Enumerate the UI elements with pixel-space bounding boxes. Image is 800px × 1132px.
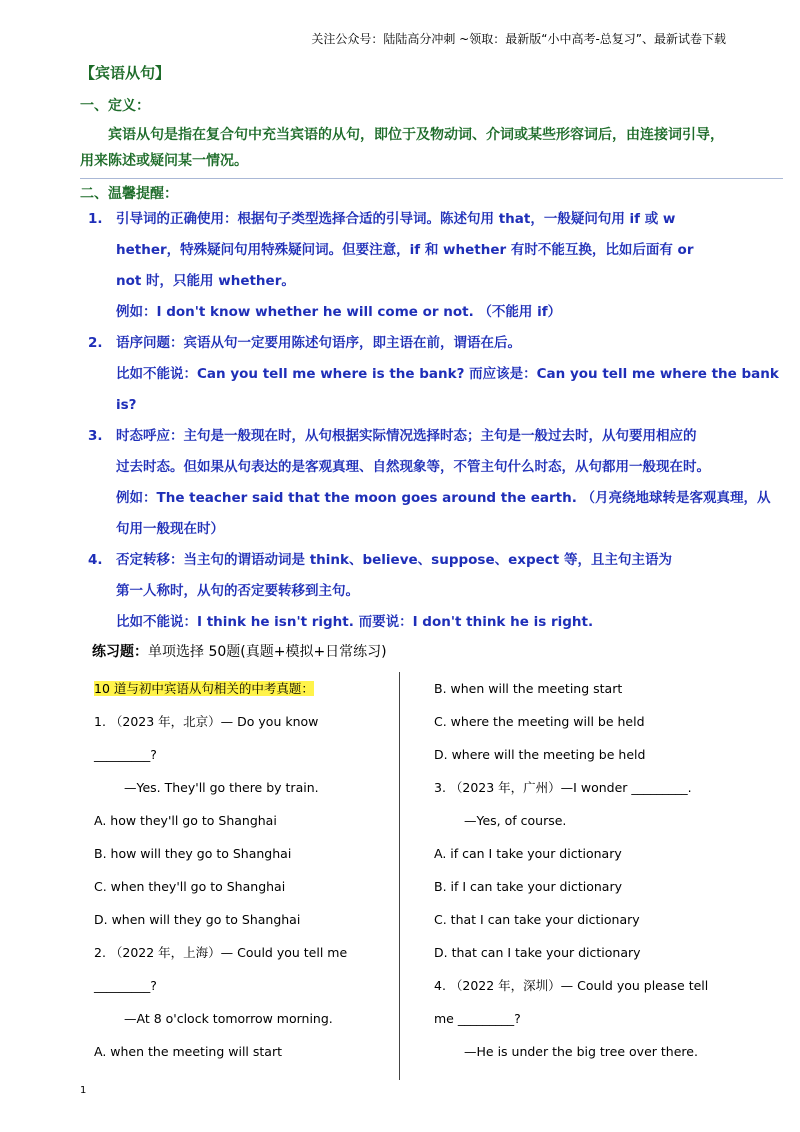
tip-number: 2. xyxy=(88,335,103,351)
answer-line: —Yes. They'll go there by train. xyxy=(124,780,319,795)
tip-line: 句用一般现在时） xyxy=(116,521,224,537)
option: D. when will they go to Shanghai xyxy=(94,912,301,927)
tip-line: not 时，只能用 whether。 xyxy=(116,273,295,289)
tip-number: 4. xyxy=(88,552,103,568)
tip-item-2 xyxy=(116,328,779,421)
tip-item-3 xyxy=(116,421,771,545)
tip-line: 比如不能说：Can you tell me where is the bank? 而应该是：Can you tell me where the bank xyxy=(116,366,779,382)
tip-line: 过去时态。但如果从句表达的是客观真理、自然现象等，不管主句什么时态，从句都用一般现在时。 xyxy=(116,459,710,475)
right-column xyxy=(434,672,734,1068)
doc-title: 【宾语从句】 xyxy=(80,64,171,82)
practice-label: 练习题： xyxy=(92,644,148,660)
tip-line: 时态呼应：主句是一般现在时，从句根据实际情况选择时态；主句是一般过去时，从句要用相应的 xyxy=(116,428,697,444)
intro-line xyxy=(94,672,386,705)
practice-heading xyxy=(92,641,387,661)
option: A. when the meeting will start xyxy=(94,1044,282,1059)
tip-number: 3. xyxy=(88,428,103,444)
left-column xyxy=(94,672,386,1068)
highlighted-intro: 10 道与初中宾语从句相关的中考真题： xyxy=(94,681,314,696)
option: B. when will the meeting start xyxy=(434,681,623,696)
answer-line: —He is under the big tree over there. xyxy=(464,1044,698,1059)
tip-item-1 xyxy=(116,204,726,328)
tip-line: 例如：The teacher said that the moon goes around the earth. （月亮绕地球转是客观真理，从 xyxy=(116,490,771,506)
tip-line: 例如：I don't know whether he will come or not. （不能用 if） xyxy=(116,304,562,320)
question-2: 2. （2022 年，上海）— Could you tell me xyxy=(94,945,348,960)
section2-heading: 二、温馨提醒： xyxy=(80,186,178,202)
tip-line: is? xyxy=(116,397,137,413)
answer-line: —At 8 o'clock tomorrow morning. xyxy=(124,1011,333,1026)
page-header: 关注公众号：陆陆高分冲刺 ~领取：最新版“小中高考-总复习”、最新试卷下载 xyxy=(311,32,726,46)
practice-subtitle: 单项选择 50题(真题+模拟+日常练习) xyxy=(148,644,387,660)
option: C. when they'll go to Shanghai xyxy=(94,879,286,894)
answer-line: —Yes, of course. xyxy=(464,813,567,828)
option: C. that I can take your dictionary xyxy=(434,912,640,927)
section-divider xyxy=(80,178,783,179)
option: A. how they'll go to Shanghai xyxy=(94,813,277,828)
tip-line: 引导词的正确使用：根据句子类型选择合适的引导词。陈述句用 that，一般疑问句用 if 或 w xyxy=(116,211,676,227)
option: B. if I can take your dictionary xyxy=(434,879,622,894)
option: B. how will they go to Shanghai xyxy=(94,846,292,861)
tip-item-4 xyxy=(116,545,726,638)
blank-line: me _________? xyxy=(434,1011,521,1026)
tip-line: 比如不能说：I think he isn't right. 而要说：I don't think he is right. xyxy=(116,614,594,630)
question-3: 3. （2023 年，广州）—I wonder _________. xyxy=(434,780,692,795)
tip-line: 第一人称时，从句的否定要转移到主句。 xyxy=(116,583,359,599)
question-4: 4. （2022 年，深圳）— Could you please tell xyxy=(434,978,709,993)
blank-line: _________? xyxy=(94,747,157,762)
option: C. where the meeting will be held xyxy=(434,714,645,729)
blank-line: _________? xyxy=(94,978,157,993)
section1-heading: 一、定义： xyxy=(80,98,150,114)
definition-text: 宾语从句是指在复合句中充当宾语的从句，即位于及物动词、介词或某些形容词后，由连接词引导，用来陈述或疑问某一情况。 xyxy=(80,127,724,169)
page-number: 1 xyxy=(80,1085,87,1096)
option: D. where will the meeting be held xyxy=(434,747,646,762)
question-1: 1. （2023 年，北京）— Do you know xyxy=(94,714,319,729)
option: A. if can I take your dictionary xyxy=(434,846,622,861)
tip-line: 否定转移：当主句的谓语动词是 think、believe、suppose、expect 等，且主句主语为 xyxy=(116,552,672,568)
option: D. that can I take your dictionary xyxy=(434,945,641,960)
column-divider xyxy=(399,672,400,1080)
tip-line: hether，特殊疑问句用特殊疑问词。但要注意，if 和 whether 有时不能互换，比如后面有 or xyxy=(116,242,694,258)
tip-number: 1. xyxy=(88,211,103,227)
tip-line: 语序问题：宾语从句一定要用陈述句语序，即主语在前，谓语在后。 xyxy=(116,335,521,351)
